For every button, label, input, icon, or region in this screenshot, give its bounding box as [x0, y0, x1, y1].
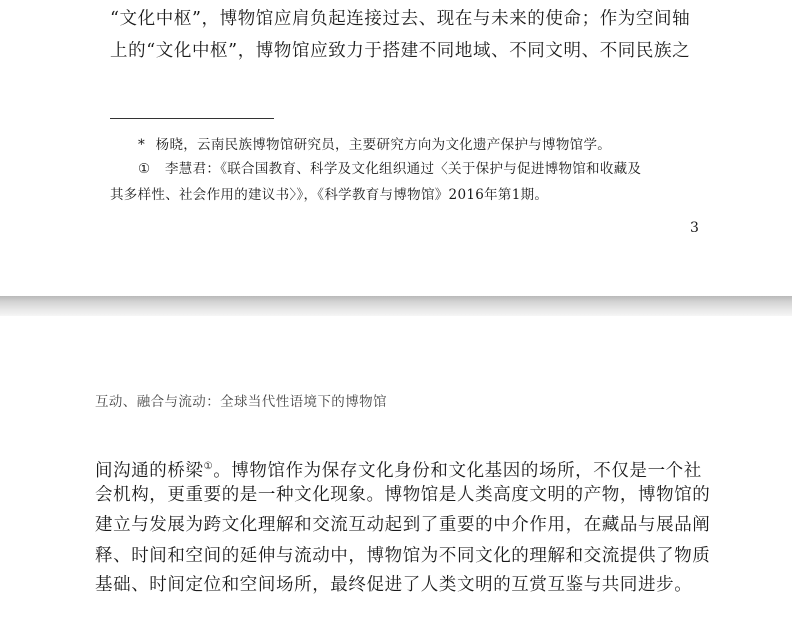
footnote-marker: * — [138, 137, 146, 153]
body-text: 。博物馆作为保存文化身份和文化基因的场所，不仅是一个社 — [213, 461, 702, 481]
footnote-marker: ① — [138, 161, 151, 177]
footnote-separator — [110, 118, 274, 119]
body-text-line: “文化中枢”，博物馆应肩负起连接过去、现在与未来的使命；作为空间轴 — [110, 9, 691, 29]
body-text-line: 释、时间和空间的延伸与流动中，博物馆为不同文化的理解和交流提供了物质 — [95, 546, 711, 566]
body-text-line — [95, 456, 702, 482]
footnote-reference[interactable]: ① — [203, 461, 214, 472]
page-gap — [0, 296, 792, 316]
body-text: 间沟通的桥梁 — [95, 461, 204, 481]
body-text-line: 会机构，更重要的是一种文化现象。博物馆是人类高度文明的产物，博物馆的 — [95, 485, 711, 505]
page-top — [0, 0, 792, 296]
footnote-text: 李慧君：《联合国教育、科学及文化组织通过〈关于保护与促进博物馆和收藏及 — [165, 161, 642, 177]
body-text-line: 建立与发展为跨文化理解和交流互动起到了重要的中介作用，在藏品与展品阐 — [95, 515, 711, 535]
footnote-1-continued: 其多样性、社会作用的建议书〉》，《科学教育与博物馆》2016年第1期。 — [110, 187, 549, 203]
body-text-line: 基础、时间定位和空间场所，最终促进了人类文明的互赏互鉴与共同进步。 — [95, 575, 693, 595]
body-text-line: 上的“文化中枢”，博物馆应致力于搭建不同地域、不同文明、不同民族之 — [110, 41, 691, 61]
footnote-author — [138, 136, 611, 154]
footnote-1 — [138, 160, 641, 178]
running-header: 互动、融合与流动：全球当代性语境下的博物馆 — [95, 394, 387, 410]
page-number: 3 — [690, 220, 699, 236]
footnote-text: 杨晓，云南民族博物馆研究员，主要研究方向为文化遗产保护与博物馆学。 — [155, 137, 612, 153]
